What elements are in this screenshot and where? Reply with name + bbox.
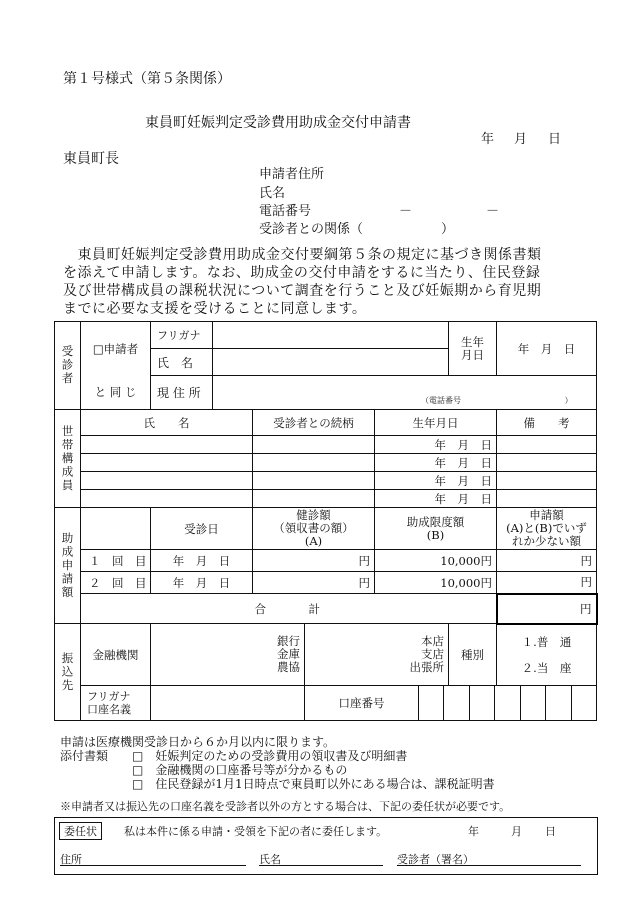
date-day: 日 bbox=[548, 132, 562, 147]
total-label: 合 計 bbox=[81, 594, 497, 624]
form-number: 第１号様式（第５条関係） bbox=[63, 71, 231, 87]
phone-close: ） bbox=[564, 396, 573, 405]
subsidy-date-cell[interactable]: 年 月 日 bbox=[151, 572, 253, 594]
subsidy-header-c: 申請額 (A)と(B)でいず れか少ない額 bbox=[497, 508, 597, 550]
household-relation-cell[interactable] bbox=[253, 490, 375, 508]
account-number-field[interactable] bbox=[419, 686, 597, 721]
household-row bbox=[55, 454, 597, 472]
applicant-phone-label: 電話番号 bbox=[259, 204, 312, 219]
delegation-month: 月 bbox=[511, 825, 522, 838]
delegation-day: 日 bbox=[545, 825, 556, 838]
account-kind-options[interactable]: １.普 通 ２.当 座 bbox=[497, 624, 597, 686]
household-section-label: 世帯構成員 bbox=[55, 410, 81, 508]
household-relation-cell[interactable] bbox=[253, 436, 375, 454]
phone-dash-1: － bbox=[399, 204, 413, 219]
patient-address-field[interactable] bbox=[213, 376, 597, 410]
delegation-name-label: 氏名 bbox=[259, 853, 281, 866]
subsidy-row bbox=[55, 550, 597, 572]
furigana-label: フリガナ bbox=[151, 322, 213, 349]
holder-label: フリガナ 口座名義 bbox=[81, 686, 151, 721]
bank-type-cell[interactable]: 銀行 金庫 農協 bbox=[151, 624, 305, 686]
household-name-cell[interactable] bbox=[81, 472, 253, 490]
household-name-cell[interactable] bbox=[81, 490, 253, 508]
applicant-relation-label: 受診者との関係（ ） bbox=[259, 222, 455, 237]
subsidy-limit-cell: 10,000円 bbox=[375, 572, 497, 594]
subsidy-header-blank bbox=[81, 508, 151, 550]
household-notes-cell[interactable] bbox=[497, 490, 597, 508]
subsidy-limit-cell: 10,000円 bbox=[375, 550, 497, 572]
household-birth-cell[interactable]: 年 月 日 bbox=[375, 472, 497, 490]
attach-item-3[interactable]: □ 住民登録が1月1日時点で東員町以外にある場合は、課税証明書 bbox=[132, 777, 495, 791]
household-row bbox=[55, 436, 597, 454]
household-header-birth: 生年月日 bbox=[375, 410, 497, 436]
date-month: 月 bbox=[514, 132, 528, 147]
addressee: 東員町長 bbox=[63, 151, 119, 167]
subsidy-apply-cell[interactable]: 円 bbox=[497, 572, 597, 594]
subsidy-section-label: 助成申請額 bbox=[55, 508, 81, 624]
statement-line-3: 及び世帯構成員の課税状況について調査を行うこと及び妊娠期から育児期 bbox=[63, 283, 542, 299]
same-as-label: と 同 じ bbox=[81, 376, 151, 410]
transfer-section-label: 振込先 bbox=[55, 624, 81, 721]
household-notes-cell[interactable] bbox=[497, 472, 597, 490]
patient-birth-date[interactable]: 年 月 日 bbox=[497, 322, 597, 376]
household-name-cell[interactable] bbox=[81, 454, 253, 472]
delegation-year: 年 bbox=[468, 825, 479, 838]
household-name-cell[interactable] bbox=[81, 436, 253, 454]
subsidy-row bbox=[55, 572, 597, 594]
subsidy-header-date: 受診日 bbox=[151, 508, 253, 550]
delegation-address-line[interactable] bbox=[60, 865, 246, 866]
notes-line-1: 申請は医療機関受診日から６か月以内に限ります。 bbox=[60, 735, 336, 749]
applicant-address-label: 申請者住所 bbox=[259, 167, 325, 182]
phone-note: （電話番号 bbox=[421, 396, 461, 405]
patient-section-label: 受診者 bbox=[55, 322, 81, 410]
account-number-label: 口座番号 bbox=[305, 686, 419, 721]
subsidy-row-label: １ 回 目 bbox=[81, 550, 151, 572]
total-amount-cell[interactable]: 円 bbox=[497, 594, 597, 624]
household-notes-cell[interactable] bbox=[497, 454, 597, 472]
patient-address-label: 現 住 所 bbox=[151, 376, 213, 410]
patient-name-label: 氏 名 bbox=[151, 349, 213, 376]
subsidy-row-label: ２ 回 目 bbox=[81, 572, 151, 594]
delegation-signature-line[interactable] bbox=[397, 865, 581, 866]
subsidy-date-cell[interactable]: 年 月 日 bbox=[151, 550, 253, 572]
household-header-name: 氏 名 bbox=[81, 410, 253, 436]
holder-name-field[interactable] bbox=[151, 686, 305, 721]
statement-line-4: までに必要な支援を受けることに同意します。 bbox=[63, 301, 367, 317]
household-birth-cell[interactable]: 年 月 日 bbox=[375, 454, 497, 472]
application-table bbox=[54, 321, 598, 721]
household-row bbox=[55, 490, 597, 508]
same-as-applicant-checkbox[interactable]: □申請者 bbox=[81, 322, 151, 376]
household-birth-cell[interactable]: 年 月 日 bbox=[375, 490, 497, 508]
delegation-tag: 委任状 bbox=[59, 822, 102, 840]
bank-label: 金融機関 bbox=[81, 624, 151, 686]
subsidy-apply-cell[interactable]: 円 bbox=[497, 550, 597, 572]
household-notes-cell[interactable] bbox=[497, 436, 597, 454]
birth-label: 生年 月日 bbox=[449, 322, 497, 376]
household-relation-cell[interactable] bbox=[253, 454, 375, 472]
statement-line-1: 東員町妊娠判定受診費用助成金交付要綱第５条の規定に基づき関係書類 bbox=[63, 247, 542, 263]
household-row bbox=[55, 472, 597, 490]
subsidy-header-a: 健診額 （領収書の額） (A) bbox=[253, 508, 375, 550]
applicant-name-label: 氏名 bbox=[259, 186, 286, 201]
subsidy-amount-cell[interactable]: 円 bbox=[253, 550, 375, 572]
delegation-text: 私は本件に係る申請・受領を下記の者に委任します。 bbox=[124, 825, 388, 838]
subsidy-amount-cell[interactable]: 円 bbox=[253, 572, 375, 594]
delegation-name-line[interactable] bbox=[259, 865, 383, 866]
attach-label: 添付書類 bbox=[60, 749, 109, 763]
delegation-signature-label: 受診者（署名） bbox=[397, 853, 474, 866]
household-birth-cell[interactable]: 年 月 日 bbox=[375, 436, 497, 454]
attach-item-1[interactable]: □ 妊娠判定のための受診費用の領収書及び明細書 bbox=[132, 749, 408, 763]
household-relation-cell[interactable] bbox=[253, 472, 375, 490]
account-kind-label: 種別 bbox=[449, 624, 497, 686]
household-header-relation: 受診者との続柄 bbox=[253, 410, 375, 436]
warning-note: ※申請者又は振込先の口座名義を受診者以外の方とする場合は、下記の委任状が必要です。 bbox=[60, 800, 511, 813]
attach-item-2[interactable]: □ 金融機関の口座番号等が分かるもの bbox=[132, 763, 348, 777]
subsidy-header-b: 助成限度額 (B) bbox=[375, 508, 497, 550]
branch-type-cell[interactable]: 本店 支店 出張所 bbox=[305, 624, 449, 686]
phone-dash-2: － bbox=[486, 204, 500, 219]
form-title: 東員町妊娠判定受診費用助成金交付申請書 bbox=[145, 115, 411, 131]
delegation-address-label: 住所 bbox=[60, 853, 82, 866]
patient-furigana-field[interactable] bbox=[213, 322, 449, 349]
household-header-notes: 備 考 bbox=[497, 410, 597, 436]
patient-name-field[interactable] bbox=[213, 349, 449, 376]
date-year: 年 bbox=[481, 132, 495, 147]
statement-line-2: を添えて申請します。なお、助成金の交付申請をするに当たり、住民登録 bbox=[63, 265, 541, 281]
